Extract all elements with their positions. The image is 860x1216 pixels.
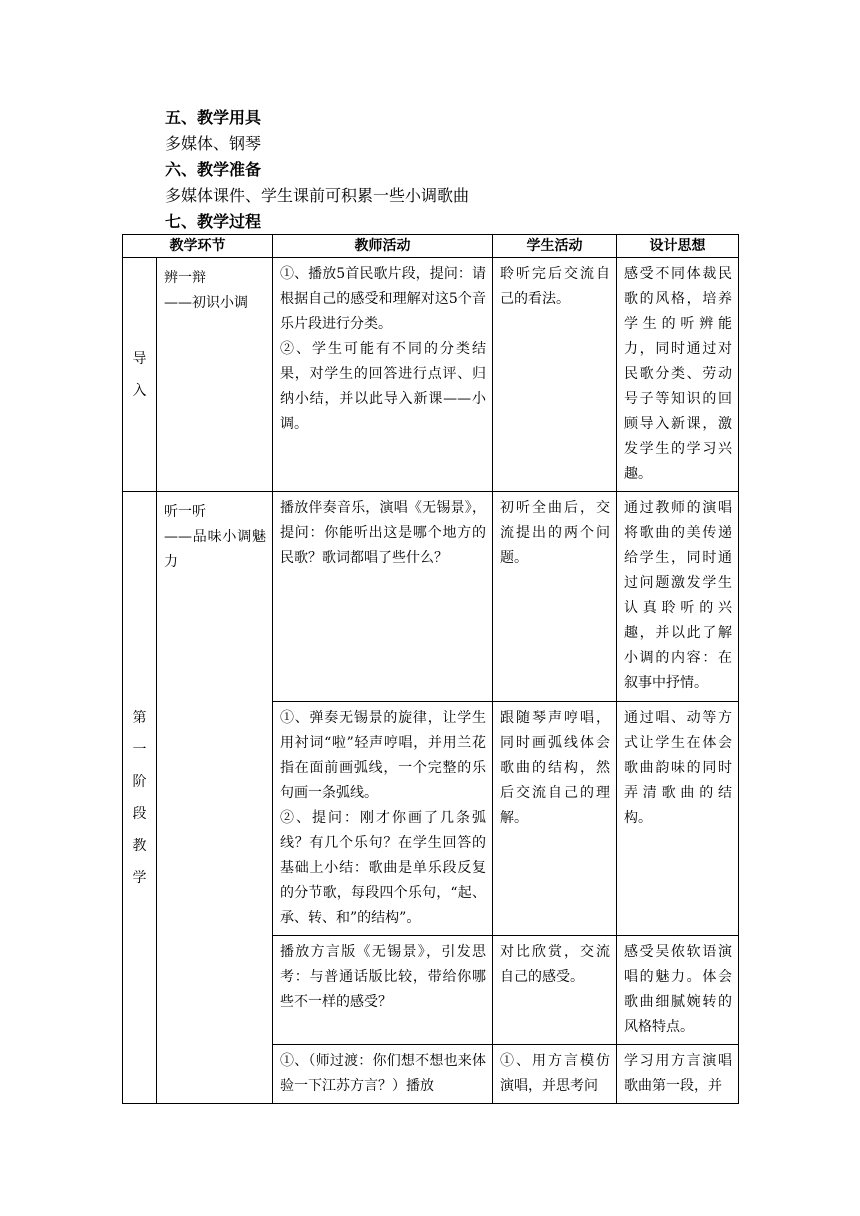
section-body-prep: 多媒体课件、学生课前可积累一些小调歌曲 xyxy=(165,186,470,205)
student-activity: 初听全曲后，交流提出的两个问题。 xyxy=(493,492,617,702)
design-thought: 通过教师的演唱将歌曲的美传递给学生，同时通过问题激发学生认真聆听的兴趣，并以此了解小调的内容：在叙事中抒情。 xyxy=(617,492,739,702)
student-activity: 跟随琴声哼唱，同时画弧线体会歌曲的结构，然后交流自己的理解。 xyxy=(493,702,617,936)
table-row xyxy=(123,258,739,492)
teacher-activity: ①、播放5首民歌片段，提问：请根据自己的感受和理解对这5个音乐片段进行分类。 ②、学生可能有不同的分类结果，对学生的回答进行点评、归纳小结，并以此导入新课——小调。 xyxy=(273,258,493,492)
phase-title: 辨一辩 xyxy=(164,270,206,286)
phase-subtitle: ——品味小调魅力 xyxy=(164,529,266,570)
design-thought: 感受吴侬软语演唱的魅力。体会歌曲细腻婉转的风格特点。 xyxy=(617,936,739,1045)
phase-cell xyxy=(157,258,273,492)
teacher-activity: ①、（师过渡：你们想不想也来体验一下江苏方言？）播放 xyxy=(273,1045,493,1104)
section-heading-prep: 六、教学准备 xyxy=(165,160,262,179)
design-thought: 学习用方言演唱歌曲第一段，并 xyxy=(617,1045,739,1104)
student-activity: ①、用方言模仿演唱，并思考问 xyxy=(493,1045,617,1104)
teaching-process-table xyxy=(122,234,739,1104)
section-heading-process: 七、教学过程 xyxy=(165,212,262,231)
student-activity: 对比欣赏，交流自己的感受。 xyxy=(493,936,617,1045)
header-stage: 教学环节 xyxy=(123,235,273,258)
header-teacher: 教师活动 xyxy=(273,235,493,258)
table-row xyxy=(123,492,739,702)
header-student: 学生活动 xyxy=(493,235,617,258)
header-design: 设计思想 xyxy=(617,235,739,258)
stage-label-phase1: 第 一 阶 段 教 学 xyxy=(123,492,157,1104)
design-thought: 通过唱、动等方式让学生在体会歌曲韵味的同时弄清歌曲的结构。 xyxy=(617,702,739,936)
phase-cell xyxy=(157,492,273,1104)
section-heading-tools: 五、教学用具 xyxy=(165,108,262,127)
stage-label-intro: 导 入 xyxy=(123,258,157,492)
design-thought: 感受不同体裁民歌的风格，培养学生的听辨能力，同时通过对民歌分类、劳动号子等知识的回顾导入新课，激发学生的学习兴趣。 xyxy=(617,258,739,492)
student-activity: 聆听完后交流自己的看法。 xyxy=(493,258,617,492)
phase-subtitle: ——初识小调 xyxy=(164,295,248,311)
teacher-activity: 播放伴奏音乐，演唱《无锡景》，提问：你能听出这是哪个地方的民歌？歌词都唱了些什么？ xyxy=(273,492,493,702)
section-body-tools: 多媒体、钢琴 xyxy=(165,134,262,153)
teacher-activity: ①、弹奏无锡景的旋律，让学生用衬词“啦”轻声哼唱，并用兰花指在面前画弧线，一个完整的乐句画一条弧线。 ②、提问：刚才你画了几条弧线？有几个乐句？在学生回答的基础上小结：歌曲是单乐段反复的分节歌，每段四个乐句，“起、承、转、和”的结构”。 xyxy=(273,702,493,936)
teacher-activity: 播放方言版《无锡景》，引发思考：与普通话版比较，带给你哪些不一样的感受？ xyxy=(273,936,493,1045)
table-header-row xyxy=(123,235,739,258)
phase-title: 听一听 xyxy=(164,504,206,520)
